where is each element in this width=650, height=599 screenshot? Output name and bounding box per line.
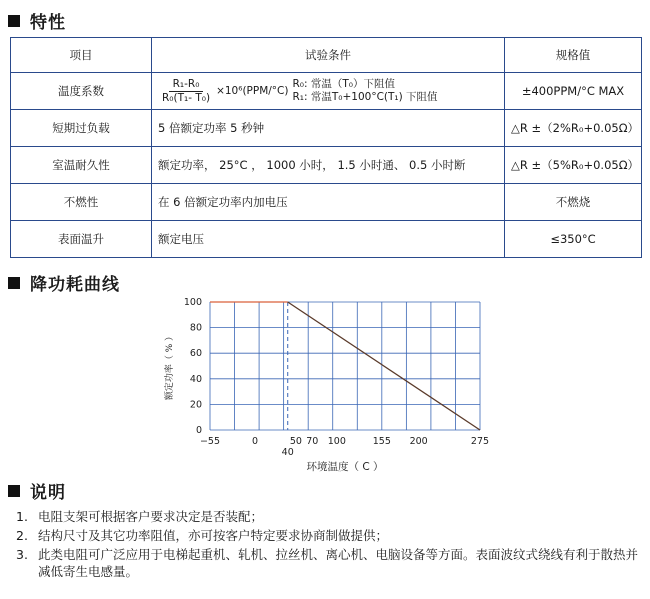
formula-definitions — [292, 78, 437, 104]
row-item: 短期过负载 — [11, 110, 152, 147]
x-tick-label: 200 — [409, 436, 428, 447]
row-condition: 额定功率， 25°C ， 1000 小时， 1.5 小时通、 0.5 小时断 — [152, 147, 505, 184]
formula-fraction — [158, 78, 214, 105]
row-spec: 不燃烧 — [505, 184, 642, 221]
x-tick-label: 50 — [289, 436, 302, 447]
y-tick-label: 100 — [183, 297, 202, 308]
x-tick-label: 100 — [327, 436, 346, 447]
note-text: 结构尺寸及其它功率阻值，亦可按客户特定要求协商制做提供； — [38, 528, 389, 543]
formula-numerator: R₁-R₀ — [169, 78, 204, 92]
section-header-characteristics — [8, 8, 66, 33]
y-tick-label: 60 — [189, 348, 202, 360]
note-number: 1. — [16, 509, 28, 524]
x-tick-label: −55 — [199, 436, 221, 447]
x-tick-label: 155 — [372, 436, 391, 447]
table-row — [11, 110, 642, 147]
chart-x-label: 环境温度（ C ） — [306, 461, 384, 473]
formula-def-r1: R₁: 常温T₀+100°C(T₁) 下阻值 — [292, 91, 438, 103]
row-condition: 在 6 倍额定功率内加电压 — [152, 184, 505, 221]
note-text: 此类电阻可广泛应用于电梯起重机、轧机、拉丝机、离心机、电脑设备等方面。表面波纹式绕线有利于散热并减低寄生电感量。 — [38, 547, 639, 579]
chart-ticks — [184, 297, 489, 458]
row-item: 室温耐久性 — [11, 147, 152, 184]
section-header-derating — [8, 270, 120, 295]
row-spec: ≤350°C — [505, 221, 642, 258]
derating-chart — [150, 290, 500, 475]
y-tick-label: 80 — [189, 322, 202, 334]
list-item — [16, 508, 641, 525]
row-item: 不燃性 — [11, 184, 152, 221]
section-bullet-icon — [8, 277, 20, 289]
formula-def-r0: R₀: 常温（T₀）下阻值 — [292, 78, 395, 90]
section-header-notes — [8, 478, 66, 503]
section-title: 说明 — [30, 483, 66, 503]
table-row — [11, 184, 642, 221]
formula-multiplier: ×10⁶(PPM/°C) — [216, 85, 289, 97]
section-bullet-icon — [8, 15, 20, 27]
section-title: 特性 — [30, 13, 66, 33]
note-number: 3. — [16, 547, 28, 562]
table-header-row — [11, 38, 642, 73]
list-item — [16, 546, 641, 580]
y-tick-label: 0 — [195, 425, 202, 436]
header-spec: 规格值 — [505, 38, 642, 73]
section-bullet-icon — [8, 485, 20, 497]
table-row — [11, 147, 642, 184]
spec-table — [10, 37, 642, 258]
y-tick-label: 40 — [189, 373, 202, 385]
row-spec: ±400PPM/°C MAX — [505, 73, 642, 110]
table-row — [11, 221, 642, 258]
chart-grid — [210, 302, 480, 430]
note-text: 电阻支架可根据客户要求决定是否装配； — [38, 509, 264, 524]
x-tick-label: 40 — [281, 447, 294, 458]
x-tick-label: 70 — [306, 436, 319, 447]
list-item — [16, 527, 641, 544]
x-tick-label: 0 — [251, 436, 259, 447]
row-spec: △R ±（2%R₀+0.05Ω） — [505, 110, 642, 147]
table-row — [11, 73, 642, 110]
row-condition: 额定电压 — [152, 221, 505, 258]
tcr-formula — [158, 78, 498, 105]
x-tick-label: 275 — [470, 436, 490, 447]
row-condition: 5 倍额定功率 5 秒钟 — [152, 110, 505, 147]
header-condition: 试验条件 — [152, 38, 505, 73]
y-tick-label: 20 — [189, 399, 202, 411]
notes-list — [16, 508, 641, 582]
formula-denominator: R₀(T₁- T₀) — [162, 91, 211, 104]
row-spec: △R ±（5%R₀+0.05Ω） — [505, 147, 642, 184]
section-title: 降功耗曲线 — [30, 275, 120, 295]
derating-segment — [288, 302, 480, 430]
chart-y-label: 额定功率（ % ） — [165, 331, 175, 401]
row-condition — [152, 73, 505, 110]
row-item: 温度系数 — [11, 73, 152, 110]
chart-series — [210, 302, 480, 430]
header-item: 项目 — [11, 38, 152, 73]
note-number: 2. — [16, 528, 28, 543]
row-item: 表面温升 — [11, 221, 152, 258]
